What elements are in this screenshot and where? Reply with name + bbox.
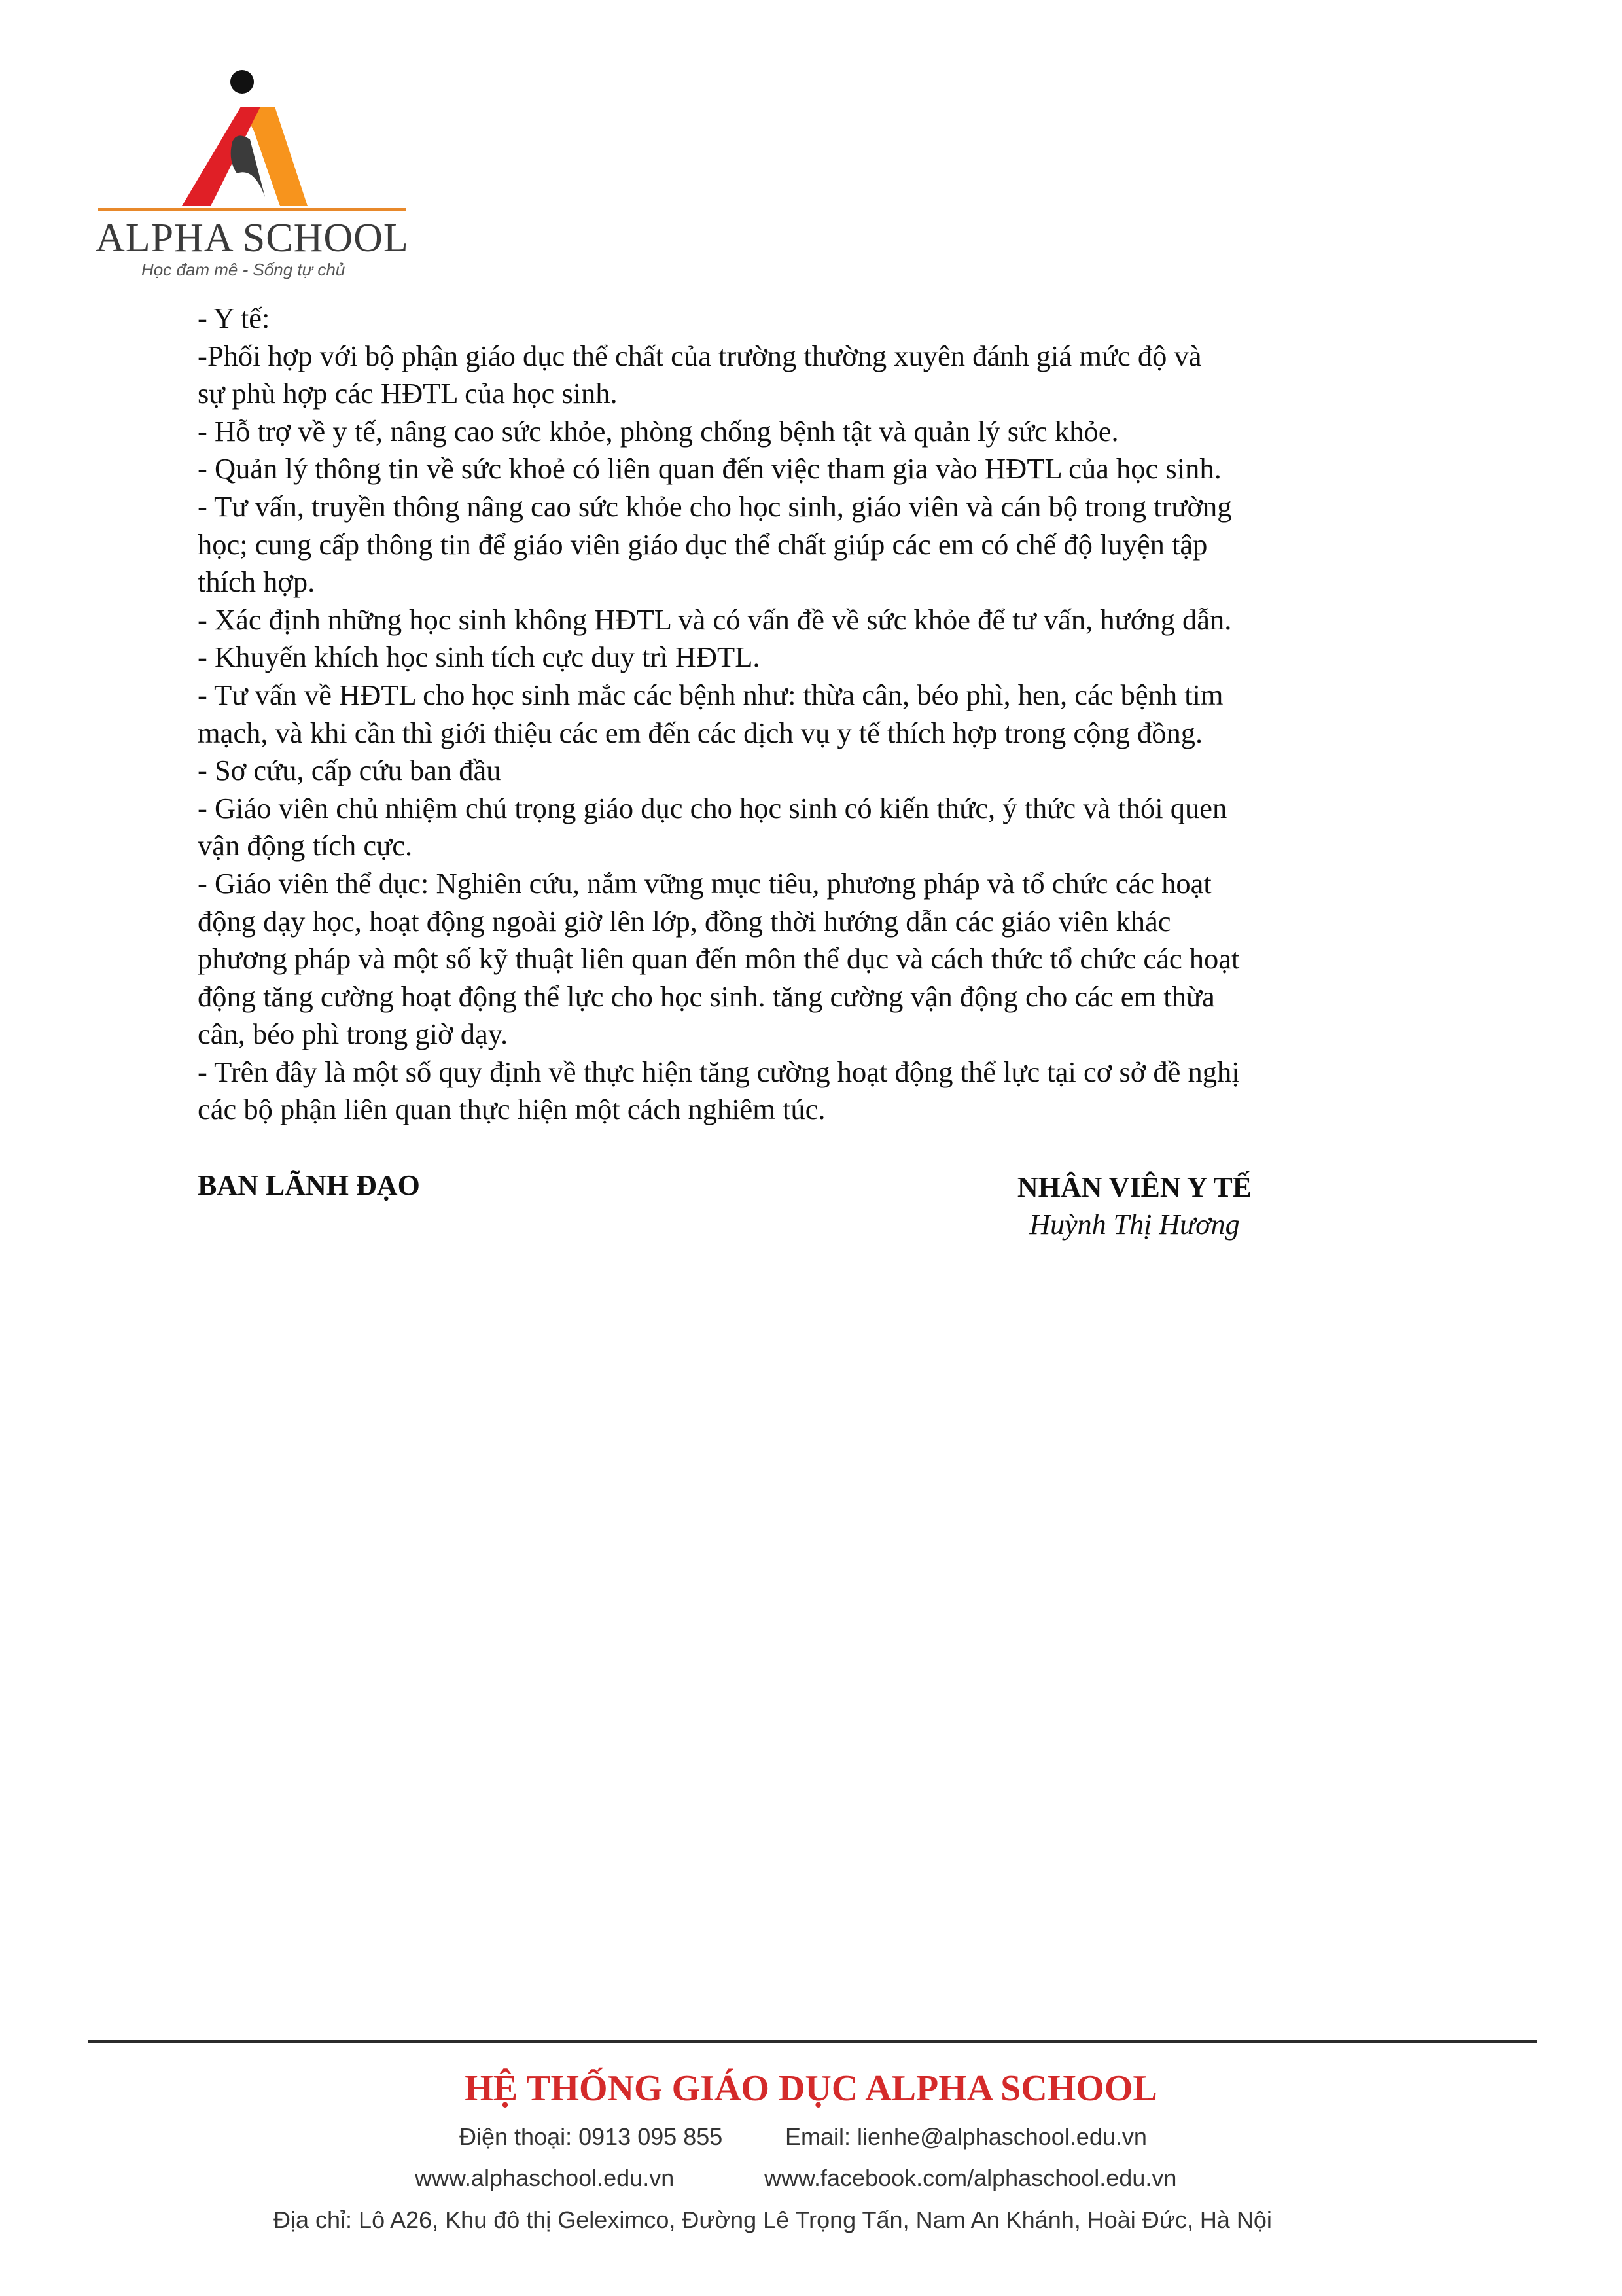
body-line: - Trên đây là một số quy định về thực hiện tăng cường hoạt động thể lực tại cơ sở đề nghị (198, 1055, 1240, 1088)
body-line: -Phối hợp với bộ phận giáo dục thể chất của trường thường xuyên đánh giá mức độ và (198, 339, 1202, 372)
footer-facebook[interactable]: www.facebook.com/alphaschool.edu.vn (764, 2164, 1177, 2191)
footer-divider (88, 2040, 1537, 2043)
body-line: - Khuyến khích học sinh tích cực duy trì HĐTL. (198, 641, 760, 674)
body-line: - Giáo viên thể dục: Nghiên cứu, nắm vững mục tiêu, phương pháp và tổ chức các hoạt (198, 866, 1212, 900)
body-line: thích hợp. (198, 565, 315, 599)
signature-leadership-title: BAN LÃNH ĐẠO (198, 1169, 420, 1201)
body-line: - Tư vấn về HĐTL cho học sinh mắc các bệnh như: thừa cân, béo phì, hen, các bệnh tim (198, 678, 1224, 711)
footer-address: Địa chỉ: Lô A26, Khu đô thị Geleximco, Đường Lê Trọng Tấn, Nam An Khánh, Hoài Đức, Hà Nội (273, 2206, 1272, 2233)
body-line: cân, béo phì trong giờ dạy. (198, 1017, 508, 1051)
signature-medical-staff (997, 1169, 1272, 1243)
body-line: sự phù hợp các HĐTL của học sinh. (198, 377, 618, 410)
body-line: động dạy học, hoạt động ngoài giờ lên lớp, đồng thời hướng dẫn các giáo viên khác (198, 904, 1171, 938)
body-line: - Sơ cứu, cấp cứu ban đầu (198, 754, 501, 787)
body-line: - Quản lý thông tin về sức khoẻ có liên quan đến việc tham gia vào HĐTL của học sinh. (198, 452, 1222, 486)
body-line: vận động tích cực. (198, 829, 413, 862)
alpha-logo-icon (177, 69, 308, 213)
body-line: phương pháp và một số kỹ thuật liên quan đến môn thể dục và cách thức tổ chức các hoạt (198, 942, 1240, 976)
body-line: - Tư vấn, truyền thông nâng cao sức khỏe cho học sinh, giáo viên và cán bộ trong trường (198, 489, 1232, 523)
footer-website[interactable]: www.alphaschool.edu.vn (415, 2164, 675, 2191)
footer-title: HỆ THỐNG GIÁO DỤC ALPHA SCHOOL (465, 2068, 1157, 2109)
body-line: - Hỗ trợ về y tế, nâng cao sức khỏe, phòng chống bệnh tật và quản lý sức khỏe. (198, 414, 1119, 448)
body-line: học; cung cấp thông tin để giáo viên giáo dục thể chất giúp các em có chế độ luyện tập (198, 527, 1208, 561)
body-line: mạch, và khi cần thì giới thiệu các em đến các dịch vụ y tế thích hợp trong cộng đồng. (198, 716, 1203, 749)
footer-phone: Điện thoại: 0913 095 855 (459, 2123, 723, 2150)
document-body (198, 300, 1395, 1129)
body-line: - Y tế: (198, 302, 270, 334)
body-line: các bộ phận liên quan thực hiện một cách nghiêm túc. (198, 1093, 826, 1126)
school-logo (92, 69, 409, 291)
signature-medical-title: NHÂN VIÊN Y TẾ (1017, 1171, 1252, 1203)
footer-email[interactable]: Email: lienhe@alphaschool.edu.vn (785, 2123, 1147, 2150)
logo-slogan: Học đam mê - Sống tự chủ (141, 260, 345, 279)
logo-name: ALPHA SCHOOL (96, 216, 409, 260)
body-line: - Xác định những học sinh không HĐTL và có vấn đề về sức khỏe để tư vấn, hướng dẫn. (198, 603, 1232, 636)
logo-divider (98, 208, 406, 211)
body-line: động tăng cường hoạt động thể lực cho học sinh. tăng cường vận động cho các em thừa (198, 980, 1215, 1013)
body-line: - Giáo viên chủ nhiệm chú trọng giáo dục cho học sinh có kiến thức, ý thức và thói quen (198, 791, 1227, 824)
signature-medical-name: Huỳnh Thị Hương (1029, 1209, 1240, 1241)
